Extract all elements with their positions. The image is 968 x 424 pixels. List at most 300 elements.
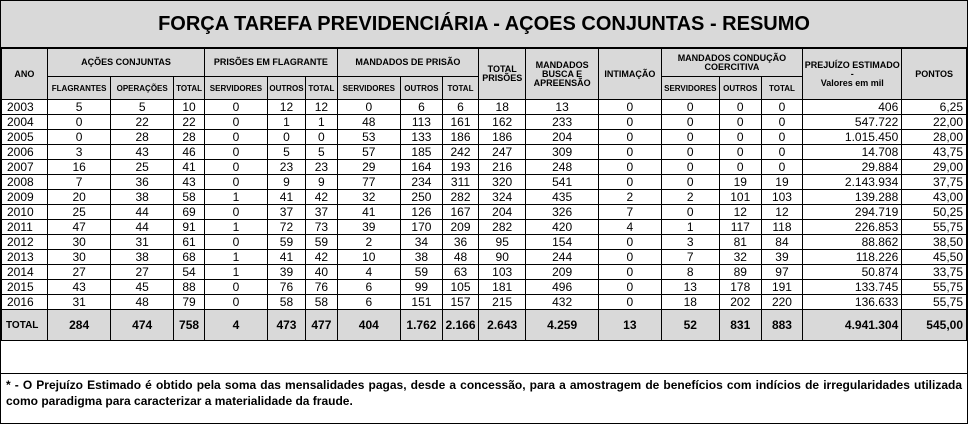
table-cell: 6 — [442, 100, 479, 115]
table-cell: 23 — [306, 160, 337, 175]
table-cell: 77 — [337, 175, 401, 190]
table-cell: 52 — [661, 310, 719, 341]
table-cell: 37 — [306, 205, 337, 220]
table-cell: 4.259 — [526, 310, 599, 341]
table-cell: 6 — [337, 280, 401, 295]
table-cell: 0 — [599, 115, 662, 130]
table-cell: 6 — [337, 295, 401, 310]
table-cell: 2.143.934 — [803, 175, 902, 190]
table-cell: 1 — [205, 250, 268, 265]
table-cell: 43 — [47, 280, 111, 295]
table-cell: 202 — [719, 295, 761, 310]
table-cell: 133 — [401, 130, 443, 145]
table-cell: 831 — [719, 310, 761, 341]
header-pontos: PONTOS — [902, 49, 967, 100]
table-cell: 420 — [526, 220, 599, 235]
table-cell: 39 — [267, 265, 306, 280]
table-cell: 167 — [442, 205, 479, 220]
table-cell: 545,00 — [902, 310, 967, 341]
table-cell: 90 — [479, 250, 526, 265]
table-row — [2, 220, 967, 235]
table-cell: 61 — [173, 235, 204, 250]
header-ano: ANO — [2, 49, 48, 100]
table-cell: 157 — [442, 295, 479, 310]
header-operacoes: OPERAÇÕES — [111, 77, 174, 100]
table-cell: 204 — [479, 205, 526, 220]
header-total-prisoes: TOTAL PRISÕES — [479, 49, 526, 100]
header-mandados-servidores: SERVIDORES — [337, 77, 401, 100]
table-cell: 233 — [526, 115, 599, 130]
table-cell: 0 — [205, 205, 268, 220]
year-cell: 2004 — [2, 115, 48, 130]
table-cell: 55,75 — [902, 280, 967, 295]
table-cell: 72 — [267, 220, 306, 235]
table-cell: 19 — [719, 175, 761, 190]
table-cell: 282 — [442, 190, 479, 205]
table-cell: 54 — [173, 265, 204, 280]
year-cell: 2008 — [2, 175, 48, 190]
table-cell: 27 — [47, 265, 111, 280]
table-cell: 18 — [661, 295, 719, 310]
table-cell: 0 — [719, 145, 761, 160]
table-cell: 161 — [442, 115, 479, 130]
table-cell: 284 — [47, 310, 111, 341]
table-cell: 9 — [306, 175, 337, 190]
table-cell: 42 — [306, 250, 337, 265]
table-cell: 162 — [479, 115, 526, 130]
table-cell: 2 — [337, 235, 401, 250]
table-cell: 1.015.450 — [803, 130, 902, 145]
table-cell: 30 — [47, 250, 111, 265]
table-cell: 34 — [401, 235, 443, 250]
header-mandados-prisao: MANDADOS DE PRISÃO — [337, 49, 479, 77]
table-cell: 126 — [401, 205, 443, 220]
header-flagrantes: FLAGRANTES — [47, 77, 111, 100]
table-cell: 1 — [205, 220, 268, 235]
table-cell: 53 — [337, 130, 401, 145]
header-intimacao: INTIMAÇÃO — [599, 49, 662, 100]
table-row — [2, 205, 967, 220]
table-row — [2, 115, 967, 130]
year-cell: 2005 — [2, 130, 48, 145]
table-cell: 6 — [401, 100, 443, 115]
table-cell: 247 — [479, 145, 526, 160]
table-cell: 25 — [47, 205, 111, 220]
table-cell: 37,75 — [902, 175, 967, 190]
table-cell: 477 — [306, 310, 337, 341]
table-cell: 50.874 — [803, 265, 902, 280]
table-cell: 0 — [205, 145, 268, 160]
header-prejuizo-sub: Valores em mil — [820, 77, 884, 88]
table-cell: 58 — [306, 295, 337, 310]
table-cell: 19 — [761, 175, 803, 190]
table-cell: 1.762 — [401, 310, 443, 341]
table-cell: 0 — [267, 130, 306, 145]
table-cell: 185 — [401, 145, 443, 160]
table-cell: 193 — [442, 160, 479, 175]
table-cell: 29,00 — [902, 160, 967, 175]
table-cell: 404 — [337, 310, 401, 341]
table-cell: 13 — [599, 310, 662, 341]
table-cell: 0 — [205, 130, 268, 145]
table-cell: 42 — [306, 190, 337, 205]
table-cell: 309 — [526, 145, 599, 160]
table-cell: 28 — [111, 130, 174, 145]
table-cell: 97 — [761, 265, 803, 280]
table-cell: 226.853 — [803, 220, 902, 235]
table-cell: 3 — [47, 145, 111, 160]
table-cell: 191 — [761, 280, 803, 295]
table-cell: 164 — [401, 160, 443, 175]
table-cell: 0 — [205, 115, 268, 130]
table-cell: 8 — [661, 265, 719, 280]
table-cell: 0 — [761, 160, 803, 175]
table-cell: 7 — [47, 175, 111, 190]
table-cell: 0 — [599, 100, 662, 115]
table-cell: 13 — [526, 100, 599, 115]
table-cell: 29 — [337, 160, 401, 175]
table-cell: 38 — [401, 250, 443, 265]
table-cell: 91 — [173, 220, 204, 235]
table-cell: 0 — [661, 100, 719, 115]
table-cell: 22 — [173, 115, 204, 130]
table-cell: 209 — [442, 220, 479, 235]
table-cell: 73 — [306, 220, 337, 235]
table-cell: 10 — [173, 100, 204, 115]
table-cell: 7 — [661, 250, 719, 265]
table-cell: 63 — [442, 265, 479, 280]
header-flagrante-outros: OUTROS — [267, 77, 306, 100]
table-cell: 0 — [337, 100, 401, 115]
page-title: FORÇA TAREFA PREVIDENCIÁRIA - AÇOES CONJUNTAS - RESUMO — [1, 1, 967, 48]
table-cell: 25 — [111, 160, 174, 175]
table-cell: 0 — [719, 130, 761, 145]
table-cell: 282 — [479, 220, 526, 235]
table-cell: 242 — [442, 145, 479, 160]
year-cell: 2014 — [2, 265, 48, 280]
table-row — [2, 130, 967, 145]
table-cell: 0 — [599, 235, 662, 250]
header-prejuizo-label: PREJUÍZO ESTIMADO - — [804, 59, 900, 79]
table-cell: 216 — [479, 160, 526, 175]
total-row — [2, 310, 967, 341]
year-cell: 2016 — [2, 295, 48, 310]
table-cell: 5 — [267, 145, 306, 160]
table-cell: 0 — [719, 115, 761, 130]
table-cell: 14.708 — [803, 145, 902, 160]
table-cell: 324 — [479, 190, 526, 205]
table-cell: 68 — [173, 250, 204, 265]
table-cell: 31 — [47, 295, 111, 310]
table-cell: 2 — [661, 190, 719, 205]
table-cell: 37 — [267, 205, 306, 220]
year-cell: 2003 — [2, 100, 48, 115]
year-cell: 2013 — [2, 250, 48, 265]
table-cell: 186 — [479, 130, 526, 145]
table-cell: 2 — [599, 190, 662, 205]
table-cell: 4.941.304 — [803, 310, 902, 341]
table-cell: 105 — [442, 280, 479, 295]
table-cell: 45,50 — [902, 250, 967, 265]
table-cell: 2.643 — [479, 310, 526, 341]
table-cell: 139.288 — [803, 190, 902, 205]
table-cell: 204 — [526, 130, 599, 145]
table-cell: 29.884 — [803, 160, 902, 175]
table-cell: 432 — [526, 295, 599, 310]
table-cell: 0 — [599, 295, 662, 310]
header-mandados-busca: MANDADOS BUSCA E APREENSÃO — [526, 49, 599, 100]
table-cell: 45 — [111, 280, 174, 295]
table-cell: 22 — [111, 115, 174, 130]
table-cell: 41 — [337, 205, 401, 220]
table-cell: 47 — [47, 220, 111, 235]
table-cell: 0 — [205, 100, 268, 115]
table-cell: 7 — [599, 205, 662, 220]
table-cell: 55,75 — [902, 295, 967, 310]
table-cell: 406 — [803, 100, 902, 115]
year-cell: 2011 — [2, 220, 48, 235]
table-cell: 133.745 — [803, 280, 902, 295]
table-cell: 57 — [337, 145, 401, 160]
table-cell: 136.633 — [803, 295, 902, 310]
table-cell: 39 — [761, 250, 803, 265]
table-cell: 118.226 — [803, 250, 902, 265]
table-cell: 99 — [401, 280, 443, 295]
table-cell: 496 — [526, 280, 599, 295]
table-cell: 117 — [719, 220, 761, 235]
table-cell: 1 — [661, 220, 719, 235]
header-acoes-total: TOTAL — [173, 77, 204, 100]
table-cell: 48 — [442, 250, 479, 265]
header-flagrante-total: TOTAL — [306, 77, 337, 100]
table-cell: 38 — [111, 250, 174, 265]
table-cell: 59 — [306, 235, 337, 250]
table-cell: 84 — [761, 235, 803, 250]
table-cell: 311 — [442, 175, 479, 190]
table-cell: 118 — [761, 220, 803, 235]
table-cell: 250 — [401, 190, 443, 205]
table-row — [2, 280, 967, 295]
table-cell: 33,75 — [902, 265, 967, 280]
table-cell: 473 — [267, 310, 306, 341]
table-cell: 1 — [205, 265, 268, 280]
table-cell: 0 — [205, 160, 268, 175]
table-cell: 4 — [205, 310, 268, 341]
table-cell: 95 — [479, 235, 526, 250]
table-cell: 16 — [47, 160, 111, 175]
table-row — [2, 250, 967, 265]
table-cell: 22,00 — [902, 115, 967, 130]
table-cell: 38 — [111, 190, 174, 205]
table-cell: 3 — [661, 235, 719, 250]
table-cell: 209 — [526, 265, 599, 280]
table-cell: 0 — [761, 115, 803, 130]
table-cell: 0 — [599, 280, 662, 295]
year-cell: 2010 — [2, 205, 48, 220]
table-cell: 103 — [479, 265, 526, 280]
table-cell: 20 — [47, 190, 111, 205]
table-cell: 39 — [337, 220, 401, 235]
year-cell: 2015 — [2, 280, 48, 295]
table-cell: 69 — [173, 205, 204, 220]
table-cell: 36 — [442, 235, 479, 250]
header-acoes-conjuntas: AÇÕES CONJUNTAS — [47, 49, 204, 77]
table-cell: 9 — [267, 175, 306, 190]
table-cell: 0 — [761, 145, 803, 160]
table-row — [2, 145, 967, 160]
table-row — [2, 190, 967, 205]
header-mandados-outros: OUTROS — [401, 77, 443, 100]
table-cell: 55,75 — [902, 220, 967, 235]
total-label: TOTAL — [2, 310, 48, 341]
table-cell: 4 — [599, 220, 662, 235]
header-conducao-servidores: SERVIDORES — [661, 77, 719, 100]
table-cell: 883 — [761, 310, 803, 341]
table-cell: 58 — [267, 295, 306, 310]
table-cell: 28 — [173, 130, 204, 145]
table-cell: 0 — [761, 130, 803, 145]
table-cell: 0 — [661, 205, 719, 220]
table-cell: 215 — [479, 295, 526, 310]
table-cell: 320 — [479, 175, 526, 190]
table-cell: 13 — [661, 280, 719, 295]
table-row — [2, 295, 967, 310]
table-cell: 244 — [526, 250, 599, 265]
table-cell: 18 — [479, 100, 526, 115]
header-conducao-total: TOTAL — [761, 77, 803, 100]
table-cell: 758 — [173, 310, 204, 341]
table-cell: 2.166 — [442, 310, 479, 341]
table-cell: 0 — [661, 175, 719, 190]
table-cell: 178 — [719, 280, 761, 295]
table-cell: 0 — [599, 175, 662, 190]
table-cell: 0 — [205, 295, 268, 310]
table-cell: 10 — [337, 250, 401, 265]
table-cell: 4 — [337, 265, 401, 280]
table-cell: 0 — [761, 100, 803, 115]
table-cell: 0 — [661, 130, 719, 145]
table-cell: 0 — [599, 250, 662, 265]
table-cell: 154 — [526, 235, 599, 250]
table-cell: 76 — [267, 280, 306, 295]
table-row — [2, 100, 967, 115]
table-cell: 5 — [47, 100, 111, 115]
table-cell: 0 — [205, 175, 268, 190]
table-cell: 36 — [111, 175, 174, 190]
table-cell: 0 — [47, 130, 111, 145]
table-row — [2, 265, 967, 280]
table-cell: 23 — [267, 160, 306, 175]
table-cell: 43 — [173, 175, 204, 190]
table-cell: 103 — [761, 190, 803, 205]
table-cell: 32 — [719, 250, 761, 265]
table-cell: 89 — [719, 265, 761, 280]
table-cell: 0 — [205, 235, 268, 250]
table-cell: 41 — [267, 250, 306, 265]
table-cell: 59 — [401, 265, 443, 280]
table-cell: 186 — [442, 130, 479, 145]
table-cell: 41 — [267, 190, 306, 205]
table-cell: 28,00 — [902, 130, 967, 145]
table-cell: 151 — [401, 295, 443, 310]
table-cell: 58 — [173, 190, 204, 205]
table-cell: 40 — [306, 265, 337, 280]
table-cell: 113 — [401, 115, 443, 130]
header-conducao-outros: OUTROS — [719, 77, 761, 100]
table-cell: 48 — [111, 295, 174, 310]
table-cell: 0 — [599, 145, 662, 160]
table-cell: 248 — [526, 160, 599, 175]
table-cell: 5 — [306, 145, 337, 160]
table-cell: 79 — [173, 295, 204, 310]
header-prisoes-flagrante: PRISÕES EM FLAGRANTE — [205, 49, 337, 77]
table-cell: 31 — [111, 235, 174, 250]
year-cell: 2007 — [2, 160, 48, 175]
header-flagrante-servidores: SERVIDORES — [205, 77, 268, 100]
table-cell: 0 — [306, 130, 337, 145]
table-cell: 48 — [337, 115, 401, 130]
table-cell: 5 — [111, 100, 174, 115]
table-cell: 12 — [719, 205, 761, 220]
table-cell: 474 — [111, 310, 174, 341]
table-cell: 234 — [401, 175, 443, 190]
table-cell: 12 — [306, 100, 337, 115]
table-cell: 0 — [47, 115, 111, 130]
table-cell: 59 — [267, 235, 306, 250]
table-cell: 38,50 — [902, 235, 967, 250]
table-cell: 170 — [401, 220, 443, 235]
table-cell: 44 — [111, 220, 174, 235]
table-cell: 435 — [526, 190, 599, 205]
header-conducao-coercitiva: MANDADOS CONDUÇÃO COERCITIVA — [661, 49, 803, 77]
table-cell: 1 — [306, 115, 337, 130]
table-cell: 1 — [205, 190, 268, 205]
summary-table — [1, 48, 967, 341]
table-body — [2, 100, 967, 341]
table-cell: 88 — [173, 280, 204, 295]
table-cell: 12 — [267, 100, 306, 115]
table-cell: 1 — [267, 115, 306, 130]
table-cell: 27 — [111, 265, 174, 280]
header-mandados-total: TOTAL — [442, 77, 479, 100]
table-cell: 181 — [479, 280, 526, 295]
table-row — [2, 175, 967, 190]
table-cell: 0 — [599, 160, 662, 175]
table-cell: 0 — [661, 145, 719, 160]
table-cell: 41 — [173, 160, 204, 175]
table-cell: 101 — [719, 190, 761, 205]
table-cell: 220 — [761, 295, 803, 310]
table-cell: 50,25 — [902, 205, 967, 220]
year-cell: 2006 — [2, 145, 48, 160]
table-row — [2, 160, 967, 175]
table-cell: 76 — [306, 280, 337, 295]
table-cell: 6,25 — [902, 100, 967, 115]
table-cell: 326 — [526, 205, 599, 220]
year-cell: 2012 — [2, 235, 48, 250]
table-cell: 0 — [599, 265, 662, 280]
table-cell: 294.719 — [803, 205, 902, 220]
table-cell: 547.722 — [803, 115, 902, 130]
footnote: * - O Prejuízo Estimado é obtido pela soma das mensalidades pagas, desde a concessão, para a amostragem de benefícios com indícios de irregularidades utilizada como paradigma para caracterizar a materialidade da fraude. — [1, 373, 967, 409]
table-cell: 0 — [719, 100, 761, 115]
table-cell: 88.862 — [803, 235, 902, 250]
table-cell: 12 — [761, 205, 803, 220]
table-cell: 541 — [526, 175, 599, 190]
table-cell: 46 — [173, 145, 204, 160]
header-prejuizo — [803, 49, 902, 100]
table-cell: 43 — [111, 145, 174, 160]
